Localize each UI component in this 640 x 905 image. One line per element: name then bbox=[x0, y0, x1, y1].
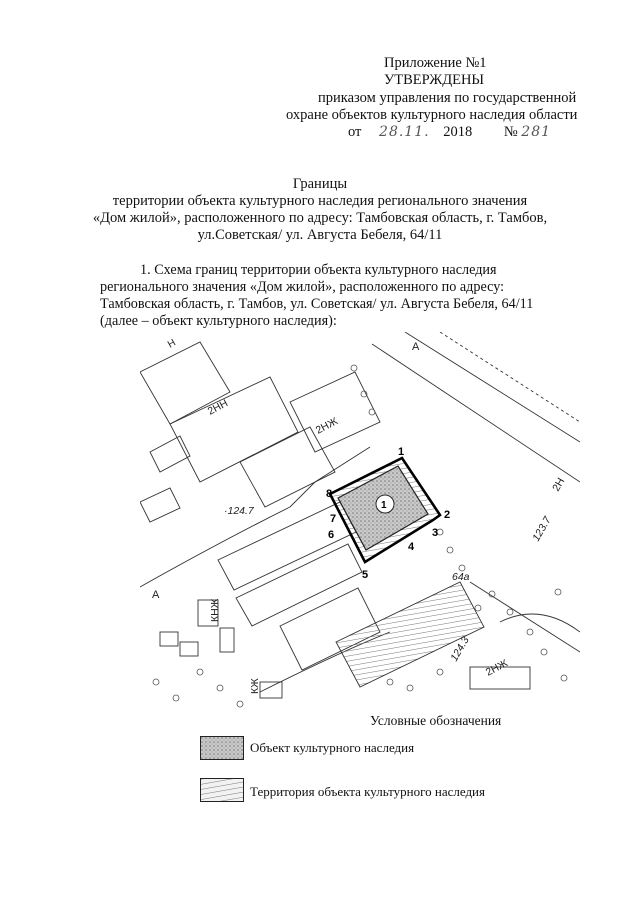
handwritten-date: 28.11. bbox=[379, 124, 430, 140]
appendix-label: Приложение №1 bbox=[384, 55, 487, 71]
boundary-point-label: 4 bbox=[408, 541, 415, 553]
map-building-label: 64а bbox=[452, 571, 470, 583]
legend-heading: Условные обозначения bbox=[370, 713, 502, 728]
hatched-area bbox=[336, 582, 484, 687]
boundary-point-label: 7 bbox=[330, 513, 337, 525]
map-building-label: КЖ bbox=[249, 678, 261, 694]
street-edge bbox=[470, 582, 580, 652]
legend-swatch-territory bbox=[200, 778, 244, 802]
paragraph-line-2: регионального значения «Дом жилой», расположенного по адресу: bbox=[100, 279, 505, 295]
order-line-1: приказом управления по государственной bbox=[318, 90, 577, 106]
street-edge bbox=[500, 614, 580, 632]
map-building-label: КНЖ bbox=[209, 598, 221, 622]
boundary-point-label: 3 bbox=[432, 527, 439, 539]
number-prefix: № bbox=[503, 124, 518, 140]
elevation-mark: ·124.7 bbox=[224, 505, 254, 517]
map-building-label: А bbox=[152, 589, 160, 601]
paragraph-line-1: 1. Схема границ территории объекта культурного наследия bbox=[140, 262, 497, 278]
small-structure bbox=[160, 632, 178, 646]
object-marker-label: 1 bbox=[381, 500, 387, 511]
date-prefix: от bbox=[348, 124, 362, 140]
street-edge bbox=[440, 332, 580, 422]
legend-item-2: Территория объекта культурного наследия bbox=[250, 784, 485, 799]
title-line-4: ул.Советская/ ул. Августа Бебеля, 64/11 bbox=[197, 227, 443, 243]
title-line-2: территории объекта культурного наследия регионального значения bbox=[112, 193, 528, 209]
map-building-label: 2НЖ bbox=[483, 657, 510, 679]
boundary-point-label: 2 bbox=[444, 509, 451, 521]
hatch-pattern-icon bbox=[201, 779, 243, 801]
dot-pattern-icon bbox=[201, 737, 243, 759]
order-date-line bbox=[348, 124, 551, 140]
street-edge bbox=[405, 332, 580, 442]
approved-label: УТВЕРЖДЕНЫ bbox=[384, 72, 485, 88]
elevation-mark: 123.7 bbox=[530, 514, 554, 544]
elevation-mark: 124.3 bbox=[448, 634, 472, 664]
paragraph-line-3: Тамбовская область, г. Тамбов, ул. Советская/ ул. Августа Бебеля, 64/11 bbox=[100, 296, 534, 312]
handwritten-number: 281 bbox=[521, 124, 552, 140]
building-outline bbox=[140, 488, 180, 522]
building-outline bbox=[290, 372, 380, 452]
small-structure bbox=[220, 628, 234, 652]
map-building-label: Н bbox=[166, 337, 178, 351]
site-plan-map bbox=[140, 332, 580, 712]
boundary-point-label: 5 bbox=[362, 569, 369, 581]
order-line-2: охране объектов культурного наследия области bbox=[286, 107, 578, 123]
title-line-3: «Дом жилой», расположенного по адресу: Тамбовская область, г. Тамбов, bbox=[92, 210, 548, 226]
legend-item-1: Объект культурного наследия bbox=[250, 740, 415, 755]
building-outline bbox=[236, 544, 362, 626]
boundary-point-label: 6 bbox=[328, 529, 335, 541]
title-line-1: Границы bbox=[292, 176, 348, 192]
building-outline bbox=[240, 427, 335, 507]
legend-swatch-heritage-object bbox=[200, 736, 244, 760]
order-year: 2018 bbox=[443, 124, 473, 140]
map-building-label: 2НН bbox=[205, 397, 230, 418]
boundary-point-label: 8 bbox=[326, 488, 333, 500]
small-structure bbox=[180, 642, 198, 656]
map-building-label: А bbox=[412, 341, 420, 353]
map-building-label: 2Н bbox=[550, 475, 568, 494]
map-building-label: 2НЖ bbox=[313, 415, 340, 437]
building-outline bbox=[150, 436, 190, 472]
boundary-point-label: 1 bbox=[398, 446, 405, 458]
building-outline bbox=[170, 377, 298, 482]
paragraph-line-4: (далее – объект культурного наследия): bbox=[100, 313, 337, 329]
